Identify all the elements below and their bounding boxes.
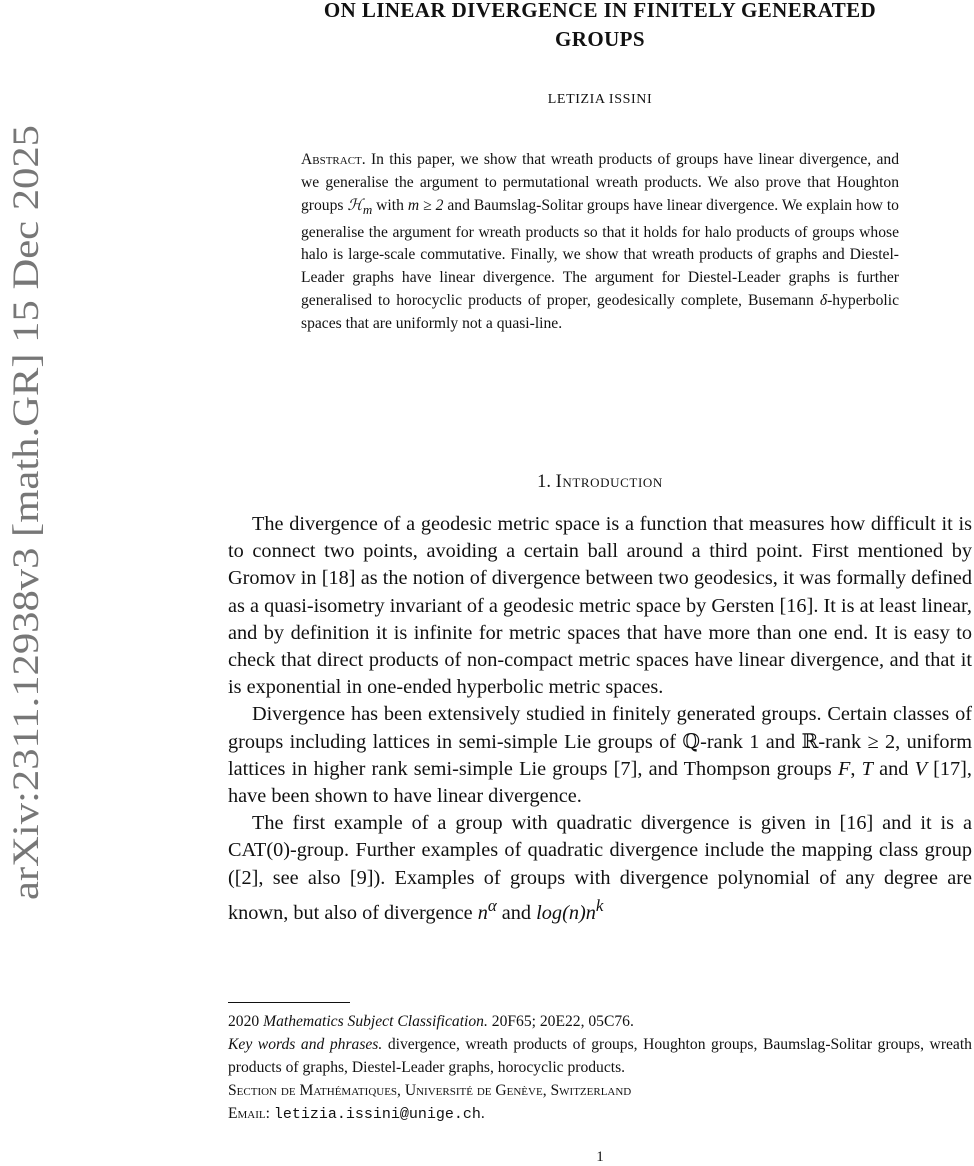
footnote-rule [228, 1002, 350, 1003]
houghton-subscript: m [362, 201, 373, 217]
title-line-2: GROUPS [555, 27, 645, 51]
abstract-text: with [372, 196, 408, 214]
paper-title [228, 0, 972, 54]
paragraph: The first example of a group with quadratic divergence is given in [16] and it is a CAT(0)-group. Further examples of quadratic divergence include the mapping class group ([2], see also [9]). Examples of groups with divergence polynomial of any degree are known, but also of divergence $n^\alpha$ and $\log(n)n^k$ [228, 812, 972, 924]
abstract-text: and Baumslag-Solitar groups have linear divergence. We explain how to generalise the argument for wreath products so that it holds for halo products of groups whose halo is large-scale commutative. Finally, we show that wreath products of graphs and Diestel-Leader graphs have linear divergence. The argument for Diestel-Leader graphs is further generalised to horocyclic products of proper, geodesically complete, Busemann [301, 196, 899, 309]
keywords-footnote: Key words and phrases. divergence, wreath products of groups, Houghton groups, Baumslag-Solitar groups, wreath products of graphs, Diestel-Leader graphs, horocyclic products. [228, 1036, 972, 1076]
introduction-body [228, 511, 972, 927]
affiliation: Section de Mathématiques, Université de Genève, Switzerland [228, 1082, 632, 1099]
section-title: Introduction [555, 472, 663, 492]
msc-footnote: 2020 Mathematics Subject Classification. 20F65; 20E22, 05C76. [228, 1013, 634, 1030]
abstract-label: Abstract [301, 151, 362, 168]
email-link[interactable]: letizia.issini@unige.ch [273, 1106, 481, 1123]
math-condition: m ≥ 2 [407, 196, 444, 214]
section-number: 1. [537, 472, 551, 492]
houghton-symbol: ℋ [347, 196, 363, 214]
title-line-1: ON LINEAR DIVERGENCE IN FINITELY GENERATED [323, 0, 877, 22]
page-number: 1 [596, 1149, 604, 1165]
arxiv-sidebar-stamp [0, 120, 52, 910]
abstract-text: -hyperbolic spaces that are uniformly not a quasi-line. [301, 291, 899, 332]
paragraph: The divergence of a geodesic metric space is a function that measures how difficult it is to connect two points, avoiding a certain ball around a third point. First mentioned by Gromov in [18] as the notion of divergence between two geodesics, it was formally defined as a quasi-isometry invariant of a geodesic metric space by Gersten [16]. It is at least linear, and by definition it is infinite for metric spaces that have more than one end. It is easy to check that direct products of non-compact metric spaces have linear divergence, and that it is exponential in one-ended hyperbolic metric spaces. [228, 513, 972, 699]
abstract [301, 149, 899, 335]
author-name: LETIZIA ISSINI [547, 92, 653, 107]
paragraph: Divergence has been extensively studied in finitely generated groups. Certain classes of groups including lattices in semi-simple Lie groups of ℚ-rank 1 and ℝ-rank ≥ 2, uniform lattices in higher rank semi-simple Lie groups [7], and Thompson groups F, T and V [17], have been shown to have linear divergence. [228, 703, 972, 808]
arxiv-identifier: arXiv:2311.12938v3 [math.GR] 15 Dec 2025 [6, 227, 47, 900]
abstract-text: . In this paper, we show that wreath products of groups have linear divergence, and we generalise the argument to permutational wreath products. We also prove that Houghton groups [301, 151, 899, 214]
section-heading [228, 472, 972, 493]
footnotes [228, 1010, 972, 1126]
delta-symbol: δ [819, 291, 828, 309]
email-line: Email: letizia.issini@unige.ch. [228, 1105, 485, 1123]
